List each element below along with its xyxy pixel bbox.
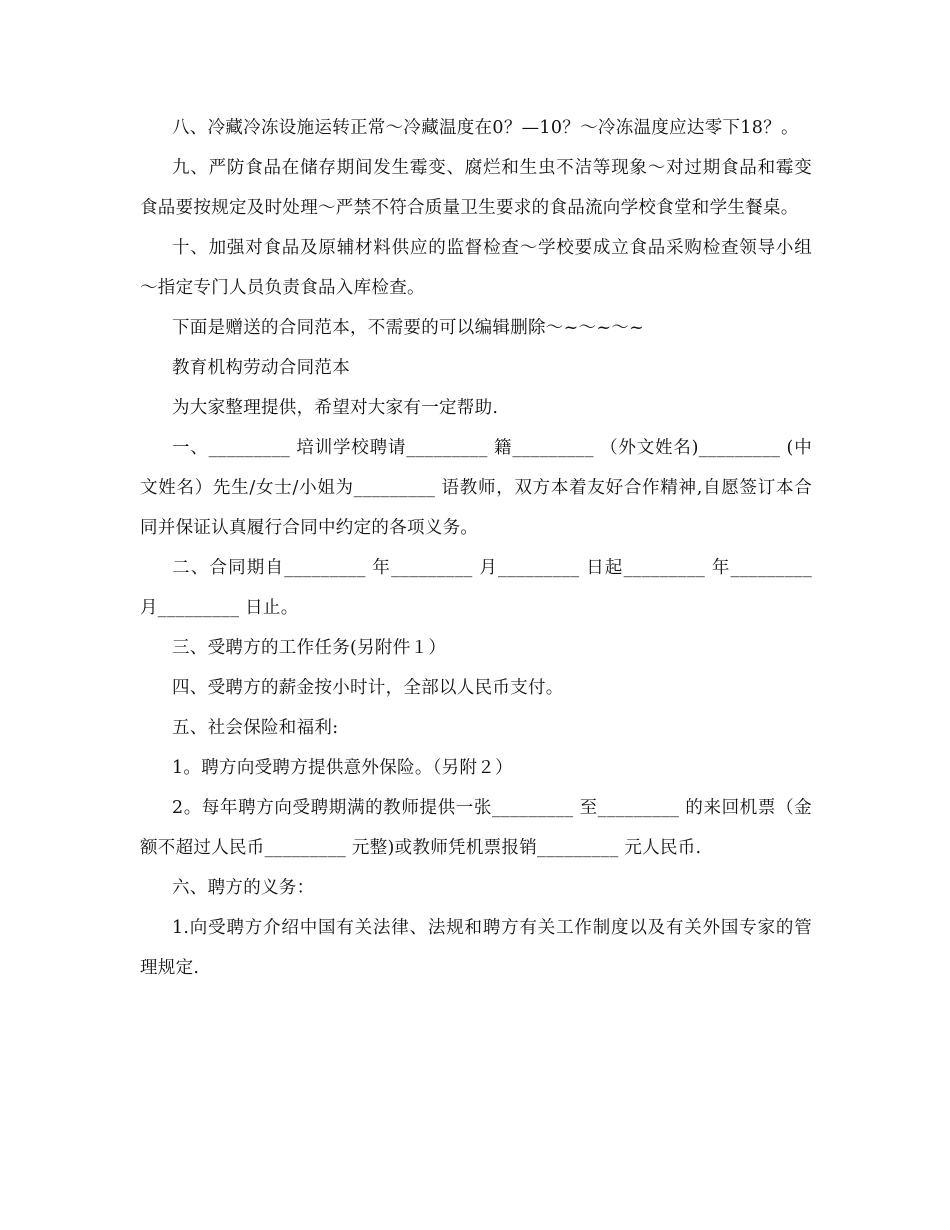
contract-title: 教育机构劳动合同范本: [172, 358, 350, 378]
clause-2: 二、合同期自_________ 年_________ 月_________ 日起_________ 年_________ 月_________ 日止。: [140, 558, 812, 618]
clause-6: 六、聘方的义务：: [172, 878, 315, 898]
paragraph-item-10: 十、加强对食品及原辅材料供应的监督检查～学校要成立食品采购检查领导小组～指定专门人员负责食品入库检查。: [140, 238, 812, 298]
clause-5: 五、社会保险和福利:: [172, 718, 339, 738]
paragraph-item-8: 八、冷藏冷冻设施运转正常～冷藏温度在0？—10？～冷冻温度应达零下18？。: [172, 118, 799, 138]
clause-5-item-1: 1。聘方向受聘方提供意外保险。（另附２）: [172, 758, 513, 778]
clause-3: 三、受聘方的工作任务(另附件１）: [172, 638, 447, 658]
clause-5-item-2: 2。每年聘方向受聘期满的教师提供一张_________ 至_________ 的来回机票（金额不超过人民币_________ 元整)或教师凭机票报销_________ 元人民币.: [140, 798, 812, 858]
clause-1: 一、_________ 培训学校聘请_________ 籍_________ （外文姓名)_________ (中文姓名）先生/女士/小姐为_________ 语教师，双方本着友好合作精神,自愿签订本合同并保证认真履行合同中约定的各项义务。: [140, 438, 812, 538]
paragraph-item-9: 九、严防食品在储存期间发生霉变、腐烂和生虫不洁等现象～对过期食品和霉变食品要按规定及时处理～严禁不符合质量卫生要求的食品流向学校食堂和学生餐桌。: [140, 158, 812, 218]
clause-4: 四、受聘方的薪金按小时计，全部以人民币支付。: [172, 678, 564, 698]
document-body: [140, 108, 812, 988]
gift-note: 下面是赠送的合同范本，不需要的可以编辑删除～~～~～~: [172, 318, 645, 338]
intro-line: 为大家整理提供，希望对大家有一定帮助.: [172, 398, 499, 418]
clause-6-item-1: 1.向受聘方介绍中国有关法律、法规和聘方有关工作制度以及有关外国专家的管理规定.: [140, 918, 812, 978]
